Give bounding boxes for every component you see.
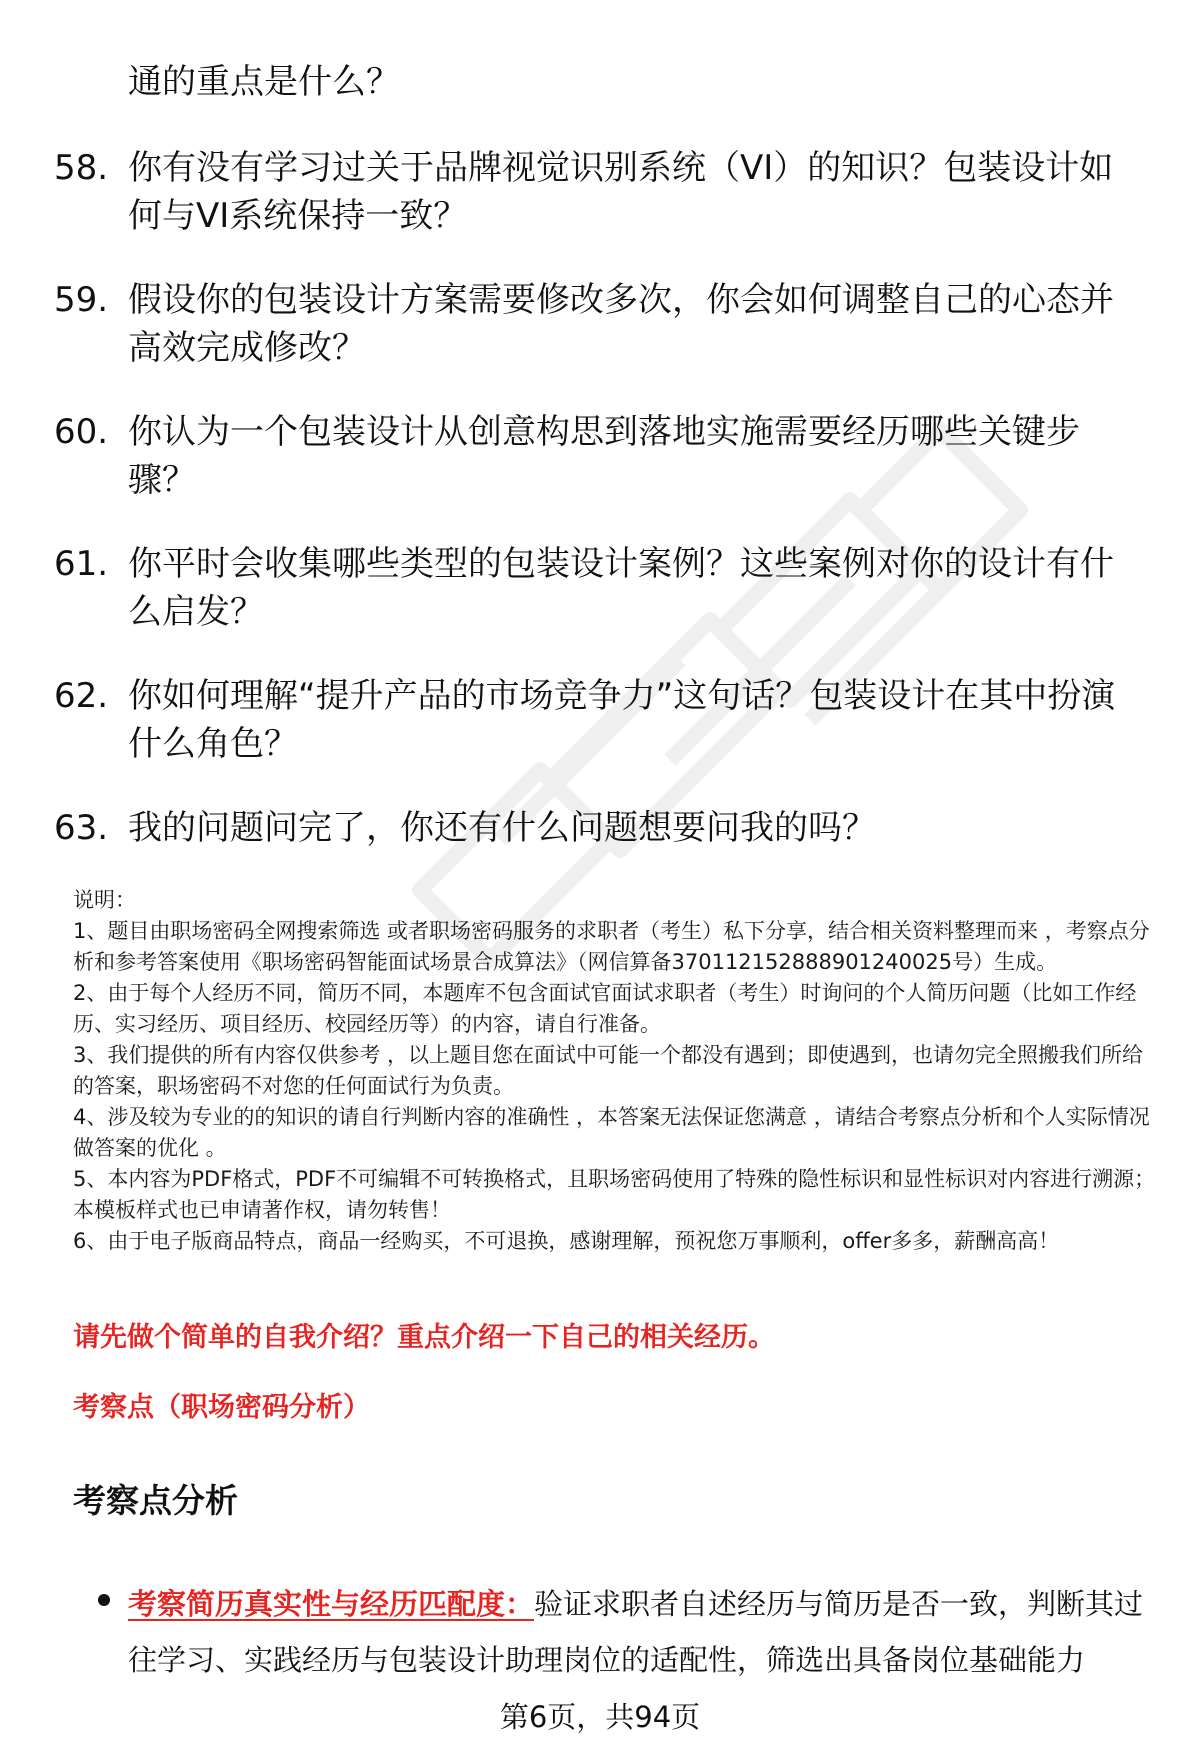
bullet-label: 考察简历真实性与经历匹配度： (128, 1587, 535, 1621)
note-item: 4、涉及较为专业的的知识的请自行判断内容的准确性 ，本答案无法保证您满意 ，请结合考察点分析和个人实际情况做答案的优化 。 (73, 1105, 1150, 1160)
question-number: 59. (54, 280, 109, 320)
notes-title: 说明： (73, 888, 136, 912)
question-item (0, 144, 1200, 276)
question-list (0, 144, 1200, 936)
question-text: 假设你的包装设计方案需要修改多次，你会如何调整自己的心态并高效完成修改？ (128, 280, 1114, 368)
question-number: 60. (54, 412, 109, 452)
analysis-subtitle: 考察点（职场密码分析） (73, 1392, 370, 1423)
note-item: 5、本内容为PDF格式，PDF不可编辑不可转换格式，且职场密码使用了特殊的隐性标识和显性标识对内容进行溯源；本模板样式也已申请著作权，请勿转售！ (73, 1167, 1156, 1222)
question-number: 63. (54, 808, 109, 848)
question-item (0, 672, 1200, 804)
note-item: 3、我们提供的所有内容仅供参考 ，以上题目您在面试中可能一个都没有遇到；即使遇到，也请勿完全照搬我们所给的答案，职场密码不对您的任何面试行为负责。 (73, 1043, 1144, 1098)
question-item (0, 540, 1200, 672)
section-heading: 考察点分析 (73, 1481, 238, 1520)
question-continuation: 通的重点是什么？ (128, 62, 400, 102)
bullet-dot-icon (98, 1594, 110, 1606)
note-item: 1、题目由职场密码全网搜索筛选 或者职场密码服务的求职者（考生）私下分享，结合相关资料整理而来 ，考察点分析和参考答案使用《职场密码智能面试场景合成算法》（网信算备370112152888901240025号）生成。 (73, 919, 1150, 974)
question-text: 我的问题问完了，你还有什么问题想要问我的吗？ (128, 808, 876, 848)
question-text: 你认为一个包装设计从创意构思到落地实施需要经历哪些关键步骤？ (128, 412, 1080, 500)
question-item (0, 276, 1200, 408)
question-text: 你有没有学习过关于品牌视觉识别系统（VI）的知识？包装设计如何与VI系统保持一致？ (128, 148, 1114, 236)
question-text: 你平时会收集哪些类型的包装设计案例？这些案例对你的设计有什么启发？ (128, 544, 1114, 632)
page-footer: 第6页，共94页 (499, 1700, 701, 1734)
question-text: 你如何理解“提升产品的市场竞争力”这句话？包装设计在其中扮演什么角色？ (128, 676, 1116, 764)
question-number: 62. (54, 676, 109, 716)
highlighted-question: 请先做个简单的自我介绍？重点介绍一下自己的相关经历。 (73, 1322, 775, 1353)
notes-block (73, 885, 1158, 1257)
question-item (0, 408, 1200, 540)
note-item: 6、由于电子版商品特点，商品一经购买，不可退换，感谢理解，预祝您万事顺利，offer多多，薪酬高高！ (73, 1229, 1060, 1253)
bullet-text: 验证求职者自述经历与简历是否一致，判断其过往学习、实践经历与包装设计助理岗位的适配性，筛选出具备岗位基础能力 (128, 1587, 1144, 1677)
question-number: 58. (54, 148, 109, 188)
note-item: 2、由于每个人经历不同，简历不同，本题库不包含面试官面试求职者（考生）时询问的个人简历问题（比如工作经历、实习经历、项目经历、校园经历等）的内容，请自行准备。 (73, 981, 1137, 1036)
question-number: 61. (54, 544, 109, 584)
bullet-item (128, 1576, 1158, 1688)
